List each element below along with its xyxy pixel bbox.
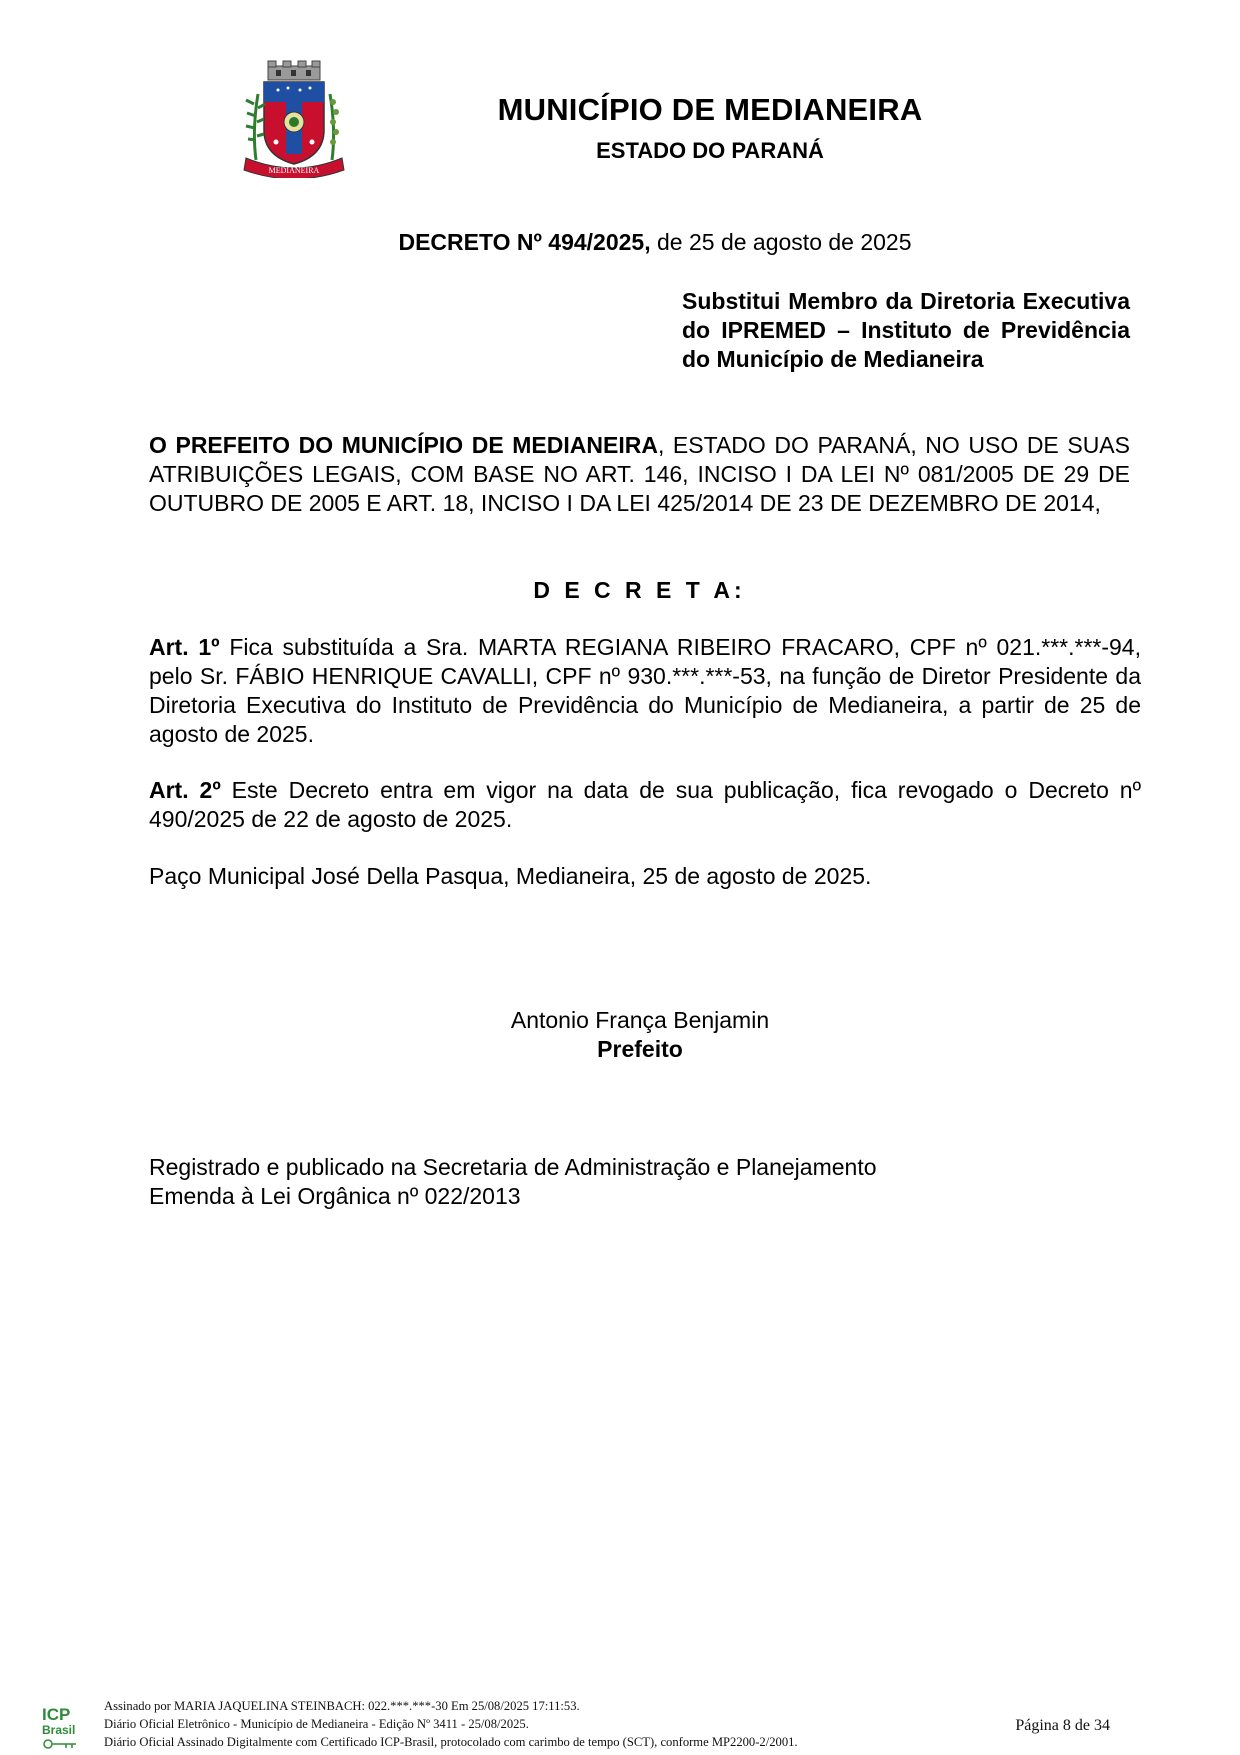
registration-line: Emenda à Lei Orgânica nº 022/2013 bbox=[149, 1183, 521, 1209]
footer-edition: Diário Oficial Eletrônico - Município de Medianeira - Edição Nº 3411 - 25/08/2025. bbox=[104, 1717, 529, 1731]
signatory-role: Prefeito bbox=[597, 1036, 683, 1062]
crest-motto: MEDIANEIRA bbox=[268, 166, 320, 175]
article-1 bbox=[149, 633, 1141, 749]
footer-signature-info bbox=[104, 1697, 964, 1751]
state-subtitle: ESTADO DO PARANÁ bbox=[596, 138, 824, 163]
footer-certificate: Diário Oficial Assinado Digitalmente com Certificado ICP-Brasil, protocolado com carimbo de tempo (SCT), conforme MP2200-2/2001. bbox=[104, 1735, 798, 1749]
decree-number: DECRETO Nº 494/2025, bbox=[398, 229, 651, 255]
article-text: Este Decreto entra em vigor na data de sua publicação, fica revogado o Decreto nº 490/2025 de 22 de agosto de 2025. bbox=[149, 777, 1141, 832]
decree-summary: Substitui Membro da Diretoria Executiva do IPREMED – Instituto de Previdência do Município de Medianeira bbox=[682, 288, 1130, 372]
registration-line: Registrado e publicado na Secretaria de Administração e Planejamento bbox=[149, 1154, 877, 1180]
municipal-crest-icon bbox=[238, 60, 350, 178]
icp-logo-text: ICP bbox=[42, 1705, 71, 1724]
preamble-authority: O PREFEITO DO MUNICÍPIO DE MEDIANEIRA bbox=[149, 432, 658, 458]
preamble-paragraph bbox=[149, 431, 1130, 518]
article-label: Art. 2º bbox=[149, 777, 221, 803]
signatory-name: Antonio França Benjamin bbox=[510, 1007, 770, 1033]
page-number: Página 8 de 34 bbox=[1015, 1717, 1110, 1734]
icp-brasil-logo-icon bbox=[42, 1703, 86, 1751]
icp-logo-subtext: Brasil bbox=[42, 1723, 76, 1737]
preamble-text: , ESTADO DO PARANÁ, NO USO DE SUAS ATRIBUIÇÕES LEGAIS, COM BASE NO ART. 146, INCISO I DA LEI Nº 081/2005 DE 29 DE OUTUBRO DE 2005 E ART. 18, INCISO I DA LEI 425/2014 DE 23 DE DEZEMBRO DE 2014, bbox=[149, 432, 1130, 516]
footer-signed-by: Assinado por MARIA JAQUELINA STEINBACH: 022.***.***-30 Em 25/08/2025 17:11:53. bbox=[104, 1699, 580, 1713]
decree-heading bbox=[150, 229, 1160, 256]
registration-note bbox=[149, 1153, 1049, 1211]
article-label: Art. 1º bbox=[149, 634, 220, 660]
municipality-title: MUNICÍPIO DE MEDIANEIRA bbox=[497, 92, 923, 127]
closing-place-date: Paço Municipal José Della Pasqua, Medianeira, 25 de agosto de 2025. bbox=[149, 863, 872, 889]
decreta-heading: D E C R E T A: bbox=[533, 577, 746, 603]
article-2 bbox=[149, 776, 1141, 834]
decree-date: de 25 de agosto de 2025 bbox=[650, 229, 912, 255]
article-text: Fica substituída a Sra. MARTA REGIANA RIBEIRO FRACARO, CPF nº 021.***.***-94, pelo Sr. FÁBIO HENRIQUE CAVALLI, CPF nº 930.***.***-53, na função de Diretor Presidente da Diretoria Executiva do Instituto de Previdência do Município de Medianeira, a partir de 25 de agosto de 2025. bbox=[149, 634, 1141, 747]
